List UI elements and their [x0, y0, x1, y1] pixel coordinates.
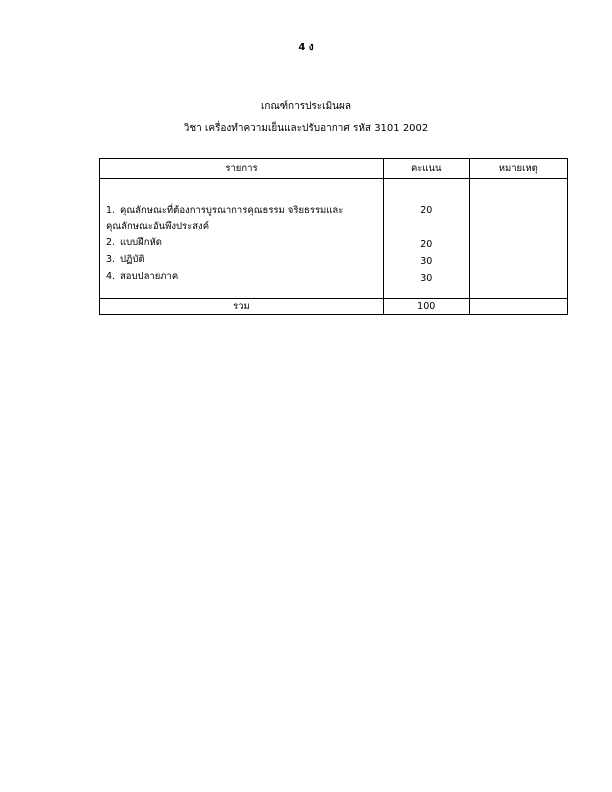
total-row	[100, 299, 568, 315]
item-label: แบบฝึกหัด	[120, 237, 162, 248]
list-item	[106, 251, 383, 268]
item-label-continued: คุณลักษณะอันพึงประสงค์	[106, 221, 210, 232]
item-score: 30	[420, 256, 433, 267]
item-score: 20	[420, 205, 433, 216]
items-cell	[100, 179, 384, 299]
list-item	[106, 268, 383, 285]
total-label: รวม	[100, 299, 384, 315]
item-score: 30	[420, 273, 433, 284]
item-score: 20	[420, 239, 433, 250]
item-number: 4.	[106, 271, 116, 282]
item-number: 1.	[106, 205, 116, 216]
table-header-row	[100, 159, 568, 179]
course-subtitle: วิชา เครื่องทำความเย็นและปรับอากาศ รหัส 3101 2002	[183, 123, 429, 134]
list-item	[106, 202, 383, 234]
item-label: คุณลักษณะที่ต้องการบูรณาการคุณธรรม จริยธรรมและ	[120, 205, 344, 216]
notes-cell	[469, 179, 567, 299]
total-note	[469, 299, 567, 315]
total-score: 100	[383, 299, 469, 315]
item-number: 2.	[106, 237, 116, 248]
header-note: หมายเหตุ	[469, 159, 567, 179]
document-title: เกณฑ์การประเมินผล	[260, 101, 351, 112]
list-item	[106, 234, 383, 251]
item-label: สอบปลายภาค	[120, 271, 179, 282]
page-number: 4 ง	[298, 42, 314, 53]
table-body-row	[100, 179, 568, 299]
evaluation-criteria-table	[99, 158, 568, 315]
header-score: คะแนน	[383, 159, 469, 179]
header-item: รายการ	[100, 159, 384, 179]
item-number: 3.	[106, 254, 116, 265]
item-label: ปฏิบัติ	[120, 254, 145, 265]
scores-cell	[383, 179, 469, 299]
